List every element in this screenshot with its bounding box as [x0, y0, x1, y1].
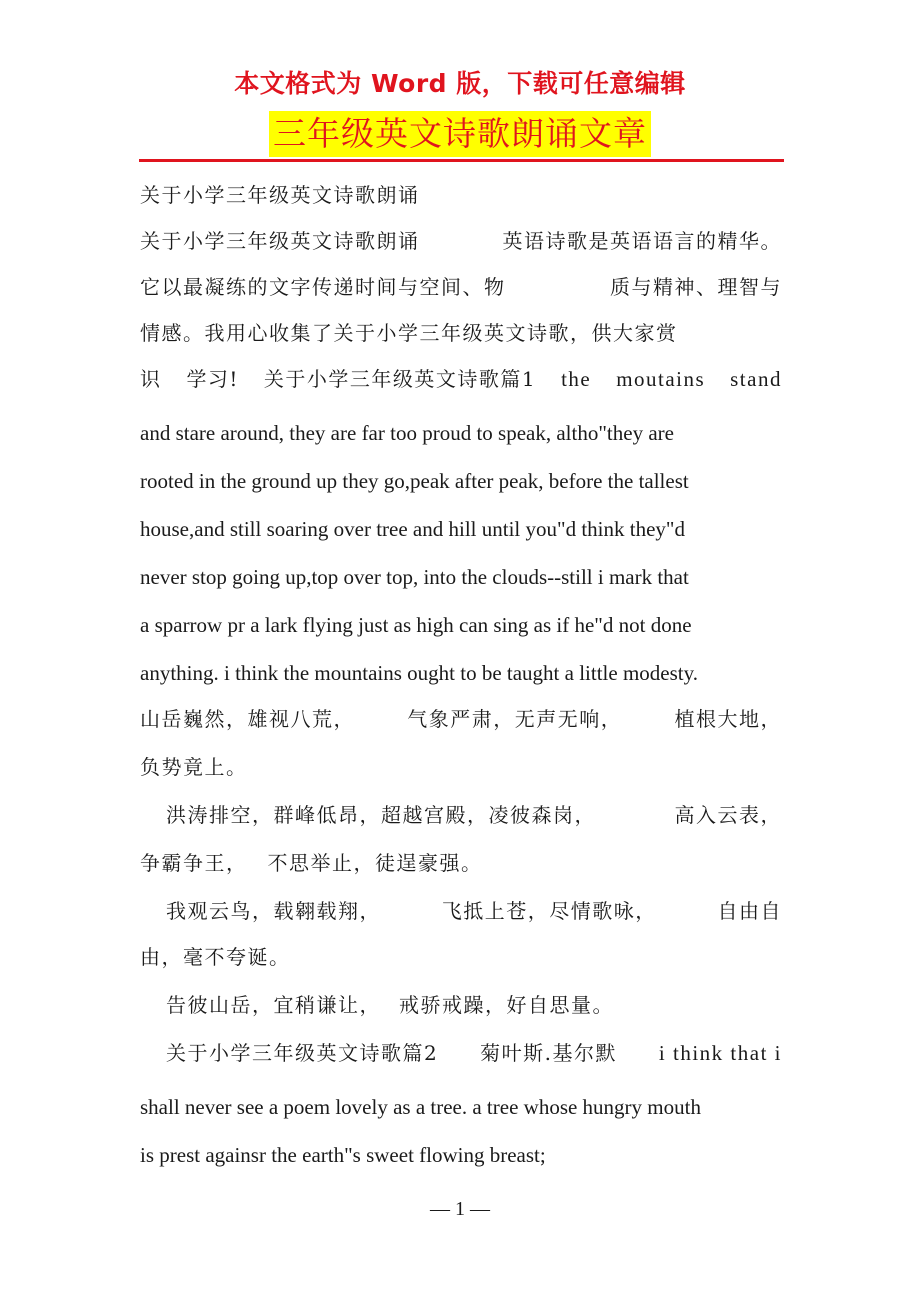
- text-run: 不思举止，徒逞豪强。: [267, 851, 483, 875]
- paragraph-line: [140, 1066, 782, 1120]
- paragraph-line: [140, 346, 782, 392]
- text-run: moutains: [616, 367, 706, 391]
- paragraph-line: [140, 254, 782, 300]
- paragraph-line: [140, 686, 782, 732]
- paragraph-line: [140, 828, 782, 876]
- page-number: — 1 —: [430, 1198, 490, 1220]
- text-run: 告彼山岳，宜稍谦让，: [166, 993, 381, 1017]
- text-run: 关于小学三年级英文诗歌篇2: [166, 1041, 439, 1065]
- text-run: 争霸争王，: [140, 851, 248, 875]
- text-run: 负势竟上。: [140, 755, 248, 779]
- text-run: 关于小学三年级英文诗歌篇1: [263, 367, 537, 391]
- text-run: 情感。我用心收集了关于小学三年级英文诗歌，供大家赏: [140, 321, 678, 345]
- text-run: 英语诗歌是英语语言的精华。: [502, 229, 782, 253]
- text-run: and stare around, they are far too proud to speak, altho"they are: [140, 421, 674, 445]
- text-run: never stop going up,top over top, into the clouds--still i mark that: [140, 565, 689, 589]
- document-title: 三年级英文诗歌朗诵文章: [269, 111, 651, 157]
- text-run: 戒骄戒躁，好自思量。: [399, 993, 614, 1017]
- text-run: stand: [730, 367, 782, 391]
- text-run: 洪涛排空，群峰低昂，超越宫殿，凌彼森岗，: [166, 803, 596, 827]
- text-run: 识: [140, 367, 162, 391]
- title-container: [0, 111, 920, 157]
- paragraph-line: [140, 970, 782, 1018]
- text-run: 气象严肃，无声无响，: [407, 707, 623, 731]
- word-format-banner: 本文格式为 Word 版，下载可任意编辑: [234, 69, 686, 98]
- text-run: 高入云表，: [674, 803, 782, 827]
- document-body: [140, 168, 782, 1168]
- paragraph-line: [140, 494, 782, 542]
- text-run: 关于小学三年级英文诗歌朗诵: [140, 229, 420, 253]
- text-run: 山岳巍然，雄视八荒，: [140, 707, 355, 731]
- paragraph-line: [140, 542, 782, 590]
- paragraph-line: [140, 208, 782, 254]
- text-run: is prest againsr the earth"s sweet flowing breast;: [140, 1143, 546, 1167]
- paragraph-line: [140, 1120, 782, 1168]
- text-run: 菊叶斯.基尔默: [480, 1041, 617, 1065]
- paragraph-line: [140, 392, 782, 446]
- paragraph-line: [140, 300, 782, 346]
- text-run: a sparrow pr a lark flying just as high can sing as if he"d not done: [140, 613, 692, 637]
- paragraph-line: [140, 780, 782, 828]
- text-run: i think that i: [658, 1041, 782, 1065]
- text-run: 质与精神、理智与: [610, 275, 782, 299]
- paragraph-line: [140, 590, 782, 638]
- paragraph-line: [140, 732, 782, 780]
- text-run: anything. i think the mountains ought to be taught a little modesty.: [140, 661, 698, 685]
- title-divider: [139, 159, 784, 162]
- text-run: 自由自: [717, 899, 782, 923]
- text-run: 植根大地，: [674, 707, 782, 731]
- text-run: house,and still soaring over tree and hill until you"d think they"d: [140, 517, 685, 541]
- text-run: shall never see a poem lovely as a tree. a tree whose hungry mouth: [140, 1095, 701, 1119]
- paragraph-line: [140, 446, 782, 494]
- paragraph-line: [140, 638, 782, 686]
- text-run: 由，毫不夸诞。: [140, 945, 291, 969]
- paragraph-line: [140, 1018, 782, 1066]
- section-heading: [140, 168, 782, 208]
- text-run: 它以最凝练的文字传递时间与空间、物: [140, 275, 506, 299]
- paragraph-line: [140, 924, 782, 970]
- text-run: rooted in the ground up they go,peak after peak, before the tallest: [140, 469, 689, 493]
- text-run: 飞抵上苍，尽情歌咏，: [441, 899, 657, 923]
- text-run: the: [561, 367, 592, 391]
- paragraph-line: [140, 876, 782, 924]
- heading-text: 关于小学三年级英文诗歌朗诵: [140, 183, 420, 207]
- text-run: 我观云鸟，载翱载翔，: [166, 899, 381, 923]
- text-run: 学习!: [186, 367, 239, 391]
